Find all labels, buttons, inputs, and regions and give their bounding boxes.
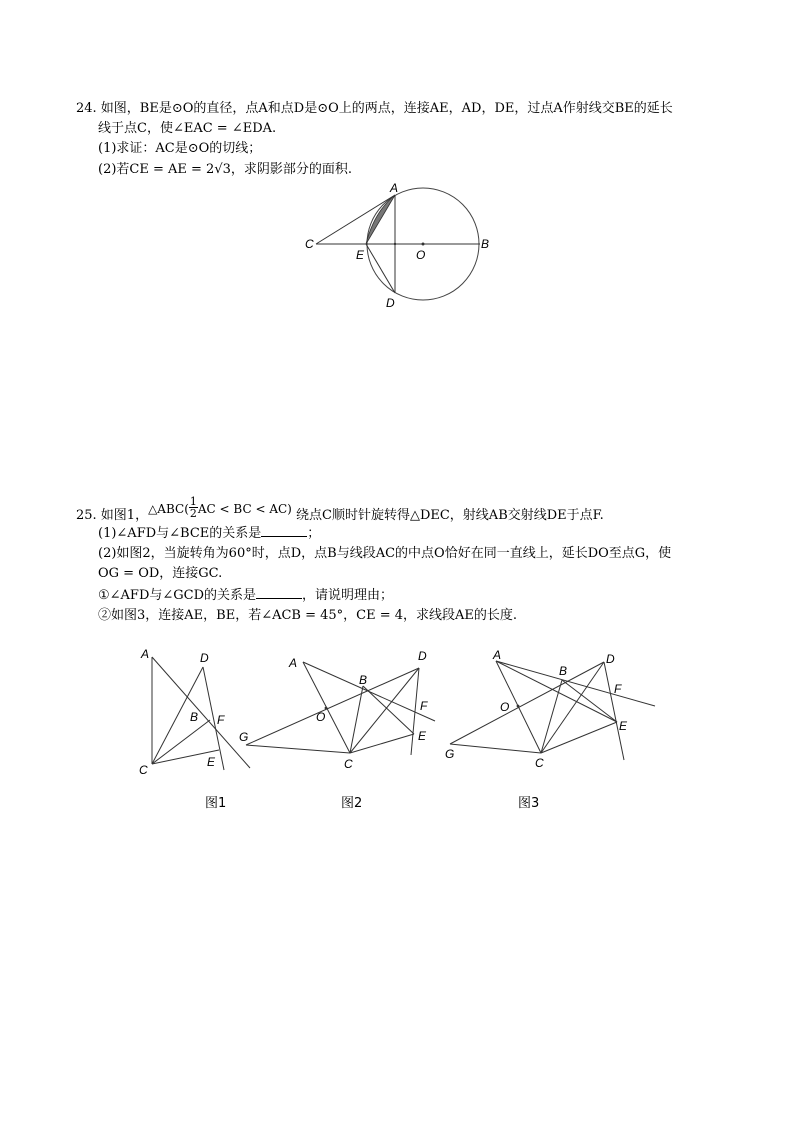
answer-blank-1[interactable] — [261, 524, 307, 537]
q25-fraction — [189, 496, 198, 519]
part1-pre: (1)∠AFD与∠BCE的关系是 — [98, 526, 262, 541]
shaded-segment — [366, 195, 395, 244]
frac-den: 2 — [189, 507, 197, 520]
fig2-label-F: F — [420, 699, 428, 713]
q25-part2-line2: OG = OD，连接GC. — [98, 566, 223, 581]
sub1-post: ，请说明理由； — [302, 588, 394, 603]
q25-rest: 绕点C顺时针旋转得△DEC，射线AB交射线DE于点F. — [296, 508, 604, 523]
label-C: C — [305, 237, 314, 251]
q25-figure2 — [238, 645, 438, 775]
fig3-label-B: B — [559, 664, 568, 678]
q25-figure3 — [440, 645, 660, 775]
q25-sub1 — [98, 586, 393, 605]
fig3-label-D: D — [606, 652, 615, 666]
fig1-label-A: A — [141, 647, 150, 661]
fig3-label-O: O — [500, 700, 510, 714]
fig3-label-C: C — [535, 756, 544, 770]
q24-line1: 24. 如图，BE是⊙O的直径，点A和点D是⊙O上的两点，连接AE，AD，DE，过点A作射线交BE的延长 — [76, 101, 673, 116]
q25-sub2: ②如图3，连接AE，BE，若∠ACB = 45°，CE = 4，求线段AE的长度. — [98, 608, 518, 623]
caption-fig2: 图2 — [341, 796, 363, 811]
q25-prefix: 25. 如图1， — [76, 508, 149, 523]
fig2-label-A: A — [289, 656, 298, 670]
fig3-label-G: G — [445, 747, 455, 761]
fig1-label-E: E — [207, 755, 216, 769]
q25-part1 — [98, 524, 320, 543]
fig2-label-G: G — [239, 730, 249, 744]
q24-line2: 线于点C，使∠EAC = ∠EDA. — [98, 121, 277, 136]
q25-ineq: AC < BC < AC) — [197, 502, 292, 516]
fig2-label-D: D — [418, 649, 427, 663]
frac-num: 1 — [189, 495, 197, 508]
q24-figure — [300, 178, 500, 313]
q25-triangle: △ABC( — [148, 502, 189, 516]
label-B: B — [481, 237, 490, 251]
fig1-label-B: B — [190, 710, 199, 724]
fig2-label-E: E — [418, 729, 427, 743]
label-A: A — [390, 181, 399, 195]
fig3-label-F: F — [614, 682, 622, 696]
part1-post: ； — [307, 526, 321, 541]
caption-fig3: 图3 — [518, 796, 540, 811]
q25-part2-line1: (2)如图2，当旋转角为60°时，点D，点B与线段AC的中点O恰好在同一直线上，延长DO至点G，使 — [98, 546, 672, 561]
q24-part2: (2)若CE = AE = 2√3，求阴影部分的面积. — [98, 162, 353, 177]
fig3-label-E: E — [619, 719, 628, 733]
q24-part1: (1)求证：AC是⊙O的切线； — [98, 141, 262, 156]
fig2-label-B: B — [359, 673, 368, 687]
fig1-label-C: C — [139, 763, 148, 777]
fig1-label-D: D — [200, 651, 209, 665]
q25-line1 — [76, 494, 604, 524]
label-D: D — [386, 296, 395, 310]
fig3-label-A: A — [493, 648, 502, 662]
fig2-label-O: O — [316, 710, 326, 724]
fig1-label-F: F — [217, 713, 225, 727]
caption-fig1: 图1 — [205, 796, 227, 811]
fig2-label-C: C — [344, 757, 353, 771]
sub1-pre: ①∠AFD与∠GCD的关系是 — [98, 588, 257, 603]
answer-blank-2[interactable] — [256, 586, 302, 599]
label-E: E — [356, 248, 365, 262]
label-O: O — [416, 248, 426, 262]
